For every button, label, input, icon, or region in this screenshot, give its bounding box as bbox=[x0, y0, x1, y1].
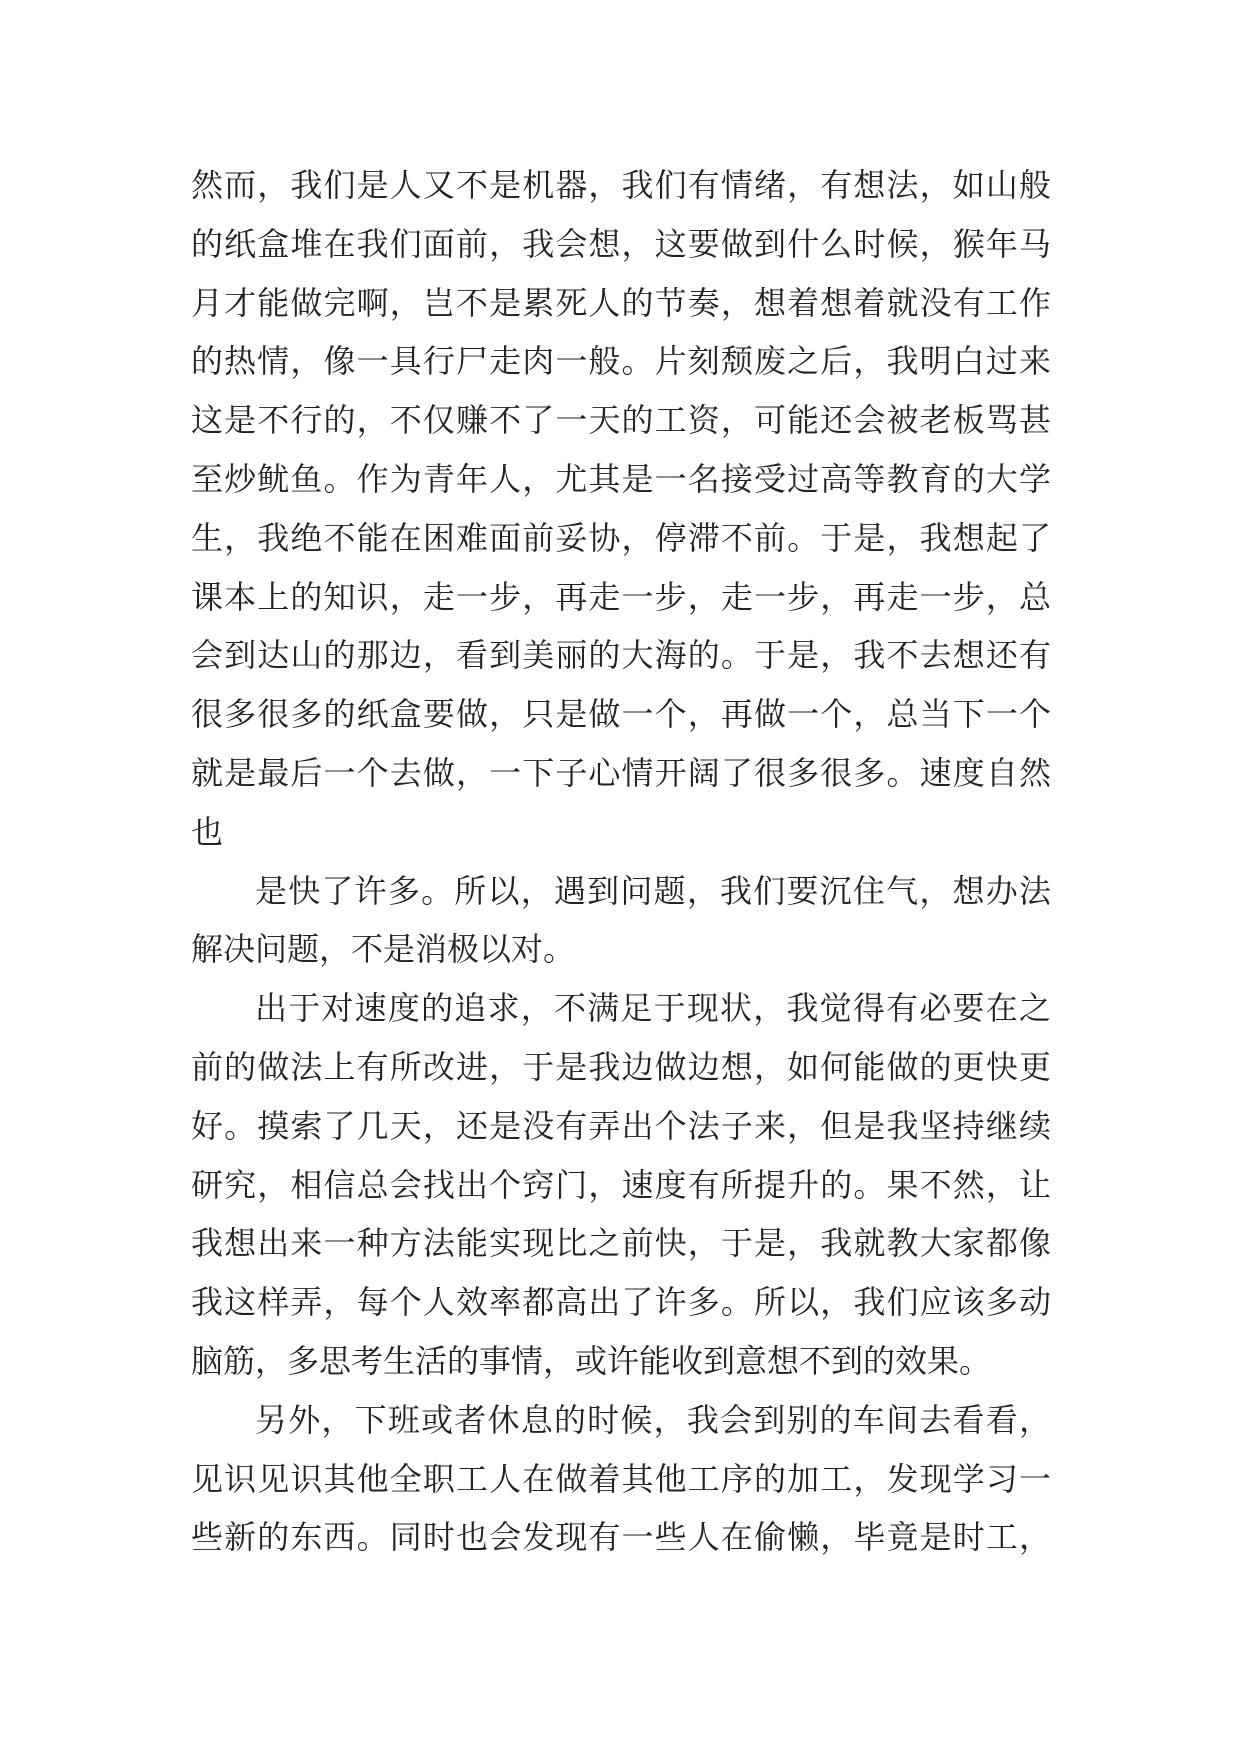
text-line: 然而，我们是人又不是机器，我们有情绪，有想法，如山般 bbox=[191, 166, 1051, 204]
text-line: 见识见识其他全职工人在做着其他工序的加工，发现学习一 bbox=[191, 1459, 1051, 1498]
text-line: 月才能做完啊，岂不是累死人的节奏，想着想着就没有工作 bbox=[191, 283, 1051, 322]
text-line: 研究，相信总会找出个窍门，速度有所提升的。果不然，让 bbox=[191, 1165, 1051, 1204]
paragraph-1 bbox=[191, 156, 1051, 862]
text-line: 出于对速度的追求，不满足于现状，我觉得有必要在之 bbox=[255, 989, 1051, 1028]
text-line: 这是不行的，不仅赚不了一天的工资，可能还会被老板骂甚 bbox=[191, 401, 1051, 440]
text-line: 至炒鱿鱼。作为青年人，尤其是一名接受过高等教育的大学 bbox=[191, 459, 1051, 498]
text-line: 些新的东西。同时也会发现有一些人在偷懒，毕竟是时工， bbox=[191, 1518, 1051, 1557]
text-line: 的热情，像一具行尸走肉一般。片刻颓废之后，我明白过来 bbox=[191, 342, 1051, 381]
text-line: 是快了许多。所以，遇到问题，我们要沉住气，想办法 bbox=[255, 871, 1051, 910]
text-line: 的纸盒堆在我们面前，我会想，这要做到什么时候，猴年马 bbox=[191, 224, 1051, 263]
text-line: 生，我绝不能在困难面前妥协，停滞不前。于是，我想起了 bbox=[191, 518, 1051, 557]
body-text bbox=[191, 156, 1051, 1567]
text-line: 也 bbox=[191, 812, 224, 851]
text-line: 我这样弄，每个人效率都高出了许多。所以，我们应该多动 bbox=[191, 1283, 1051, 1322]
paragraph-2 bbox=[191, 862, 1051, 980]
text-line: 课本上的知识，走一步，再走一步，走一步，再走一步，总 bbox=[191, 577, 1051, 616]
text-line: 另外，下班或者休息的时候，我会到别的车间去看看， bbox=[255, 1400, 1051, 1439]
text-line: 就是最后一个去做，一下子心情开阔了很多很多。速度自然 bbox=[191, 753, 1051, 792]
text-line: 很多很多的纸盒要做，只是做一个，再做一个，总当下一个 bbox=[191, 695, 1051, 734]
text-line: 解决问题，不是消极以对。 bbox=[191, 930, 576, 969]
text-line: 脑筋，多思考生活的事情，或许能收到意想不到的效果。 bbox=[191, 1341, 992, 1380]
paragraph-3 bbox=[191, 979, 1051, 1391]
text-line: 我想出来一种方法能实现比之前快，于是，我就教大家都像 bbox=[191, 1224, 1051, 1263]
text-line: 好。摸索了几天，还是没有弄出个法子来，但是我坚持继续 bbox=[191, 1106, 1051, 1145]
text-line: 会到达山的那边，看到美丽的大海的。于是，我不去想还有 bbox=[191, 636, 1051, 675]
text-line: 前的做法上有所改进，于是我边做边想，如何能做的更快更 bbox=[191, 1047, 1051, 1086]
paragraph-4 bbox=[191, 1391, 1051, 1567]
